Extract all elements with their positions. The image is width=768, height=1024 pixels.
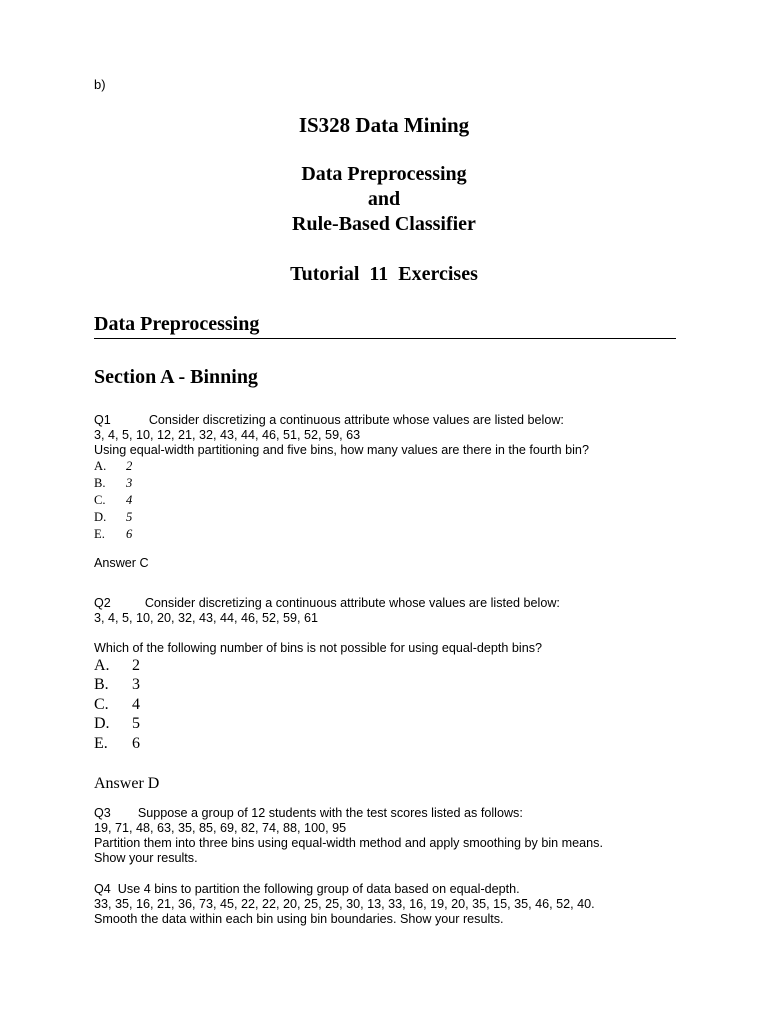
q4-values: 33, 35, 16, 21, 36, 73, 45, 22, 22, 20, 25, 25, 30, 13, 33, 16, 19, 20, 35, 15, 35, 46, 52, 40.: [94, 897, 595, 911]
q2-values: 3, 4, 5, 10, 20, 32, 43, 44, 46, 52, 59, 61: [94, 611, 319, 625]
q3-prompt-line: [94, 806, 523, 821]
page-marker: b): [94, 77, 106, 92]
q3-values: 19, 71, 48, 63, 35, 85, 69, 82, 74, 88, 100, 95: [94, 821, 347, 835]
topic-line-2: and: [367, 188, 401, 210]
course-title: IS328 Data Mining: [298, 113, 470, 137]
q2-number: Q2: [94, 596, 111, 610]
q1-values: 3, 4, 5, 10, 12, 21, 32, 43, 44, 46, 51, 52, 59, 63: [94, 428, 361, 442]
section-heading: Data Preprocessing: [94, 313, 260, 335]
q2-option-a: A. 2: [94, 657, 140, 674]
topic-line-3: Rule-Based Classifier: [292, 213, 476, 235]
q2-option-d: D. 5: [94, 715, 140, 732]
q1-option-e: E. 6: [94, 527, 133, 541]
q2-option-b: B. 3: [94, 676, 140, 693]
q1-question: Using equal-width partitioning and five bins, how many values are there in the fourth bin?: [94, 443, 589, 457]
q2-prompt: Consider discretizing a continuous attribute whose values are listed below:: [144, 596, 560, 610]
q3-prompt: Suppose a group of 12 students with the test scores listed as follows:: [137, 806, 523, 820]
tutorial-title: Tutorial 11 Exercises: [290, 263, 478, 285]
topic-line-1: Data Preprocessing: [301, 163, 467, 185]
q1-prompt-line: [94, 413, 564, 428]
q1-option-d: D. 5: [94, 510, 133, 524]
q3-number: Q3: [94, 806, 111, 820]
q1-number: Q1: [94, 413, 111, 427]
q1-answer: Answer C: [94, 556, 149, 570]
q1-option-c: C. 4: [94, 493, 133, 507]
q2-answer: Answer D: [94, 775, 160, 792]
q3-instruction-cont: Show your results.: [94, 851, 198, 865]
q3-instruction: Partition them into three bins using equal-width method and apply smoothing by bin means.: [94, 836, 603, 850]
q1-option-a: A. 2: [94, 459, 133, 473]
q4-prompt: Q4 Use 4 bins to partition the following group of data based on equal-depth.: [94, 882, 520, 896]
subsection-heading: Section A - Binning: [94, 366, 258, 388]
q2-option-c: C. 4: [94, 696, 140, 713]
section-divider: [94, 338, 676, 339]
q2-option-e: E. 6: [94, 735, 140, 752]
q1-prompt: Consider discretizing a continuous attribute whose values are listed below:: [148, 413, 564, 427]
q2-question: Which of the following number of bins is not possible for using equal-depth bins?: [94, 641, 543, 655]
q2-prompt-line: [94, 596, 560, 611]
q1-option-b: B. 3: [94, 476, 133, 490]
q4-instruction: Smooth the data within each bin using bin boundaries. Show your results.: [94, 912, 504, 926]
